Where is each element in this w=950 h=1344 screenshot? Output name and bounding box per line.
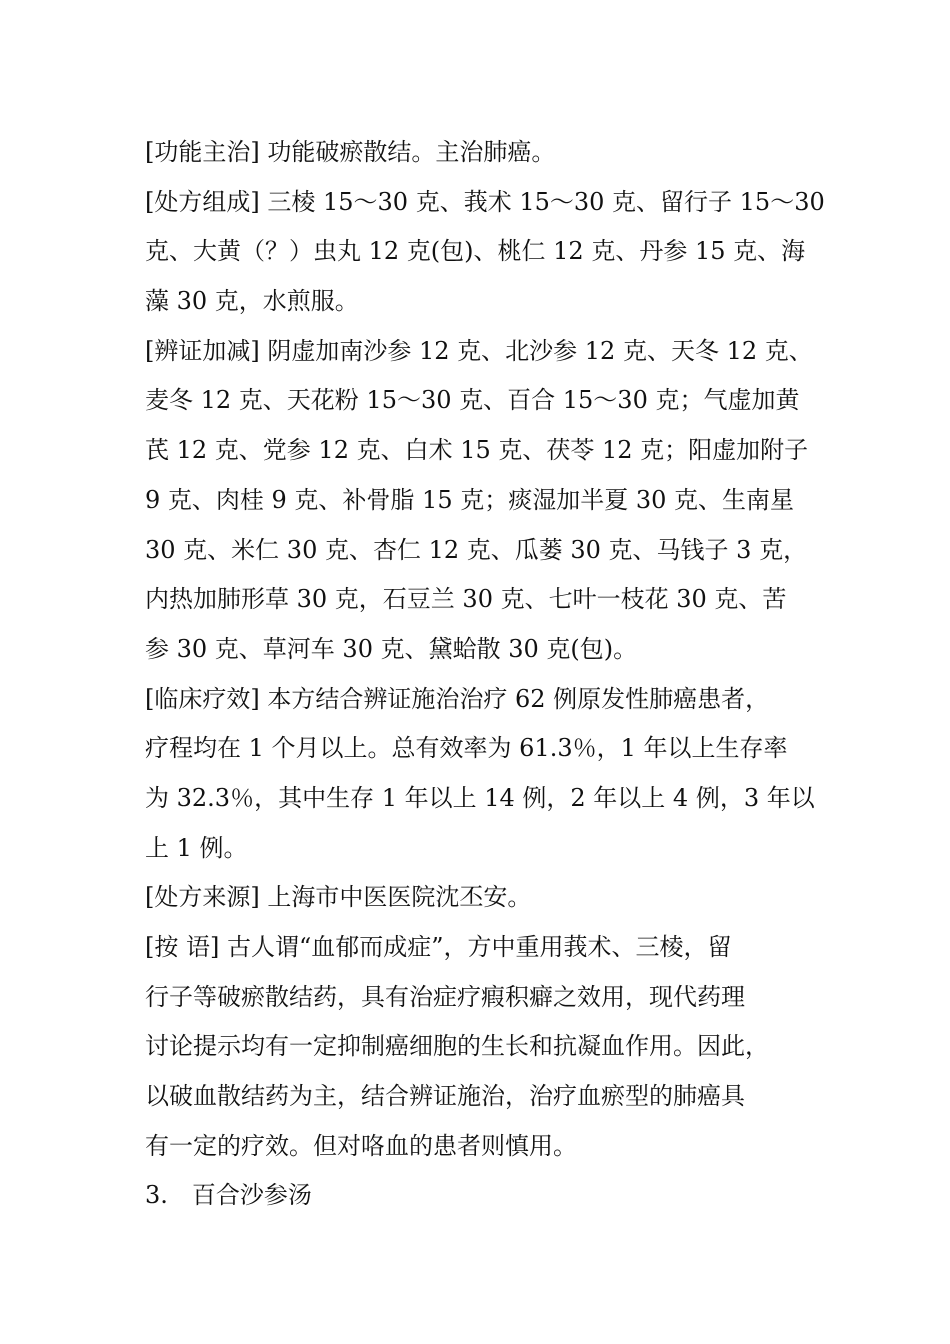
line-note-3: 讨论提示均有一定抑制癌细胞的生长和抗凝血作用。因此， (145, 1032, 769, 1061)
line-clinical-effect-2: 疗程均在 1 个月以上。总有效率为 61.3％，1 年以上生存率 (145, 734, 788, 763)
line-prescription-3: 藻 30 克，水煎服。 (145, 287, 359, 316)
line-modification-7: 参 30 克、草河车 30 克、黛蛤散 30 克(包)。 (145, 634, 638, 663)
line-clinical-effect-1: [临床疗效] 本方结合辨证施治治疗 62 例原发性肺癌患者， (145, 684, 770, 713)
line-clinical-effect-4: 上 1 例。 (145, 833, 248, 862)
line-note-5: 有一定的疗效。但对咯血的患者则慎用。 (145, 1131, 577, 1160)
line-function-indication: [功能主治] 功能破瘀散结。主治肺癌。 (145, 138, 556, 166)
line-prescription-2: 克、大黄（？）虫丸 12 克(包)、桃仁 12 克、丹参 15 克、海 (145, 237, 806, 266)
line-prescription-1: [处方组成] 三棱 15～30 克、莪术 15～30 克、留行子 15～30 (145, 187, 825, 216)
line-source: [处方来源] 上海市中医医院沈丕安。 (145, 883, 532, 912)
line-modification-2: 麦冬 12 克、天花粉 15～30 克、百合 15～30 克；气虚加黄 (145, 386, 800, 415)
line-modification-4: 9 克、肉桂 9 克、补骨脂 15 克；痰湿加半夏 30 克、生南星 (145, 485, 795, 514)
document-body (145, 128, 825, 1221)
line-modification-5: 30 克、米仁 30 克、杏仁 12 克、瓜蒌 30 克、马钱子 3 克， (145, 535, 808, 564)
line-clinical-effect-3: 为 32.3％，其中生存 1 年以上 14 例，2 年以上 4 例，3 年以 (145, 783, 815, 812)
line-note-2: 行子等破瘀散结药，具有治症疗瘕积癖之效用，现代药理 (145, 982, 745, 1011)
line-modification-6: 内热加肺形草 30 克，石豆兰 30 克、七叶一枝花 30 克、苦 (145, 585, 787, 614)
section-heading: 3. 百合沙参汤 (145, 1181, 312, 1210)
line-modification-1: [辨证加减] 阴虚加南沙参 12 克、北沙参 12 克、天冬 12 克、 (145, 336, 813, 365)
line-note-4: 以破血散结药为主，结合辨证施治，治疗血瘀型的肺癌具 (145, 1082, 745, 1111)
line-modification-3: 芪 12 克、党参 12 克、白术 15 克、茯苓 12 克；阳虚加附子 (145, 436, 809, 465)
line-note-1: [按 语] 古人谓“血郁而成症”，方中重用莪术、三棱，留 (145, 933, 732, 961)
